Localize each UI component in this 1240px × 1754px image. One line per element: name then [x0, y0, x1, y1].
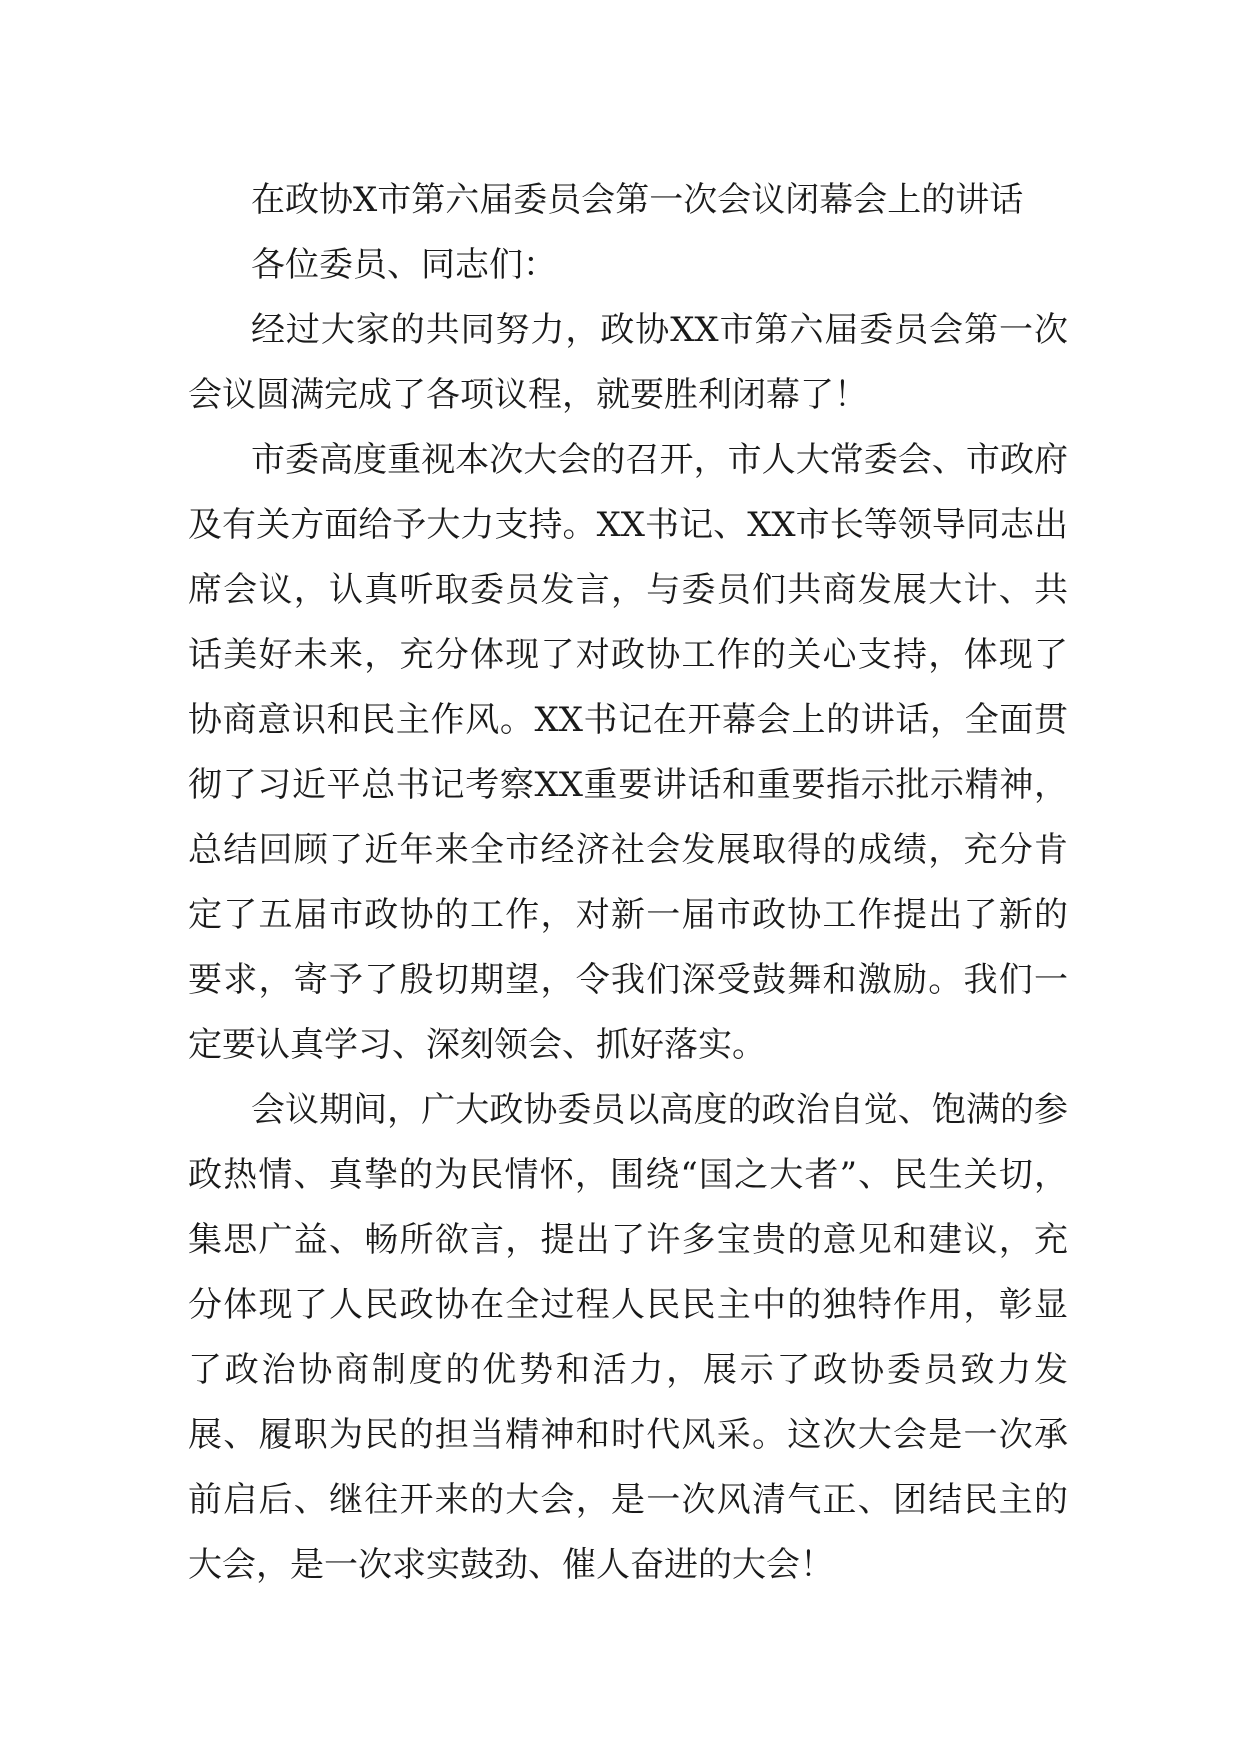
- document-title: 在政协X市第六届委员会第一次会议闭幕会上的讲话: [251, 180, 1024, 220]
- salutation: 各位委员、同志们：: [251, 245, 557, 285]
- document-body: [188, 168, 1068, 1598]
- paragraph-1: 经过大家的共同努力，政协XX市第六届委员会第一次会议圆满完成了各项议程，就要胜利闭幕了！: [188, 310, 1068, 415]
- paragraph-2: 市委高度重视本次大会的召开，市人大常委会、市政府及有关方面给予大力支持。XX书记、XX市长等领导同志出席会议，认真听取委员发言，与委员们共商发展大计、共话美好未来，充分体现了对政协工作的关心支持，体现了协商意识和民主作风。XX书记在开幕会上的讲话，全面贯彻了习近平总书记考察XX重要讲话和重要指示批示精神，总结回顾了近年来全市经济社会发展取得的成绩，充分肯定了五届市政协的工作，对新一届市政协工作提出了新的要求，寄予了殷切期望，令我们深受鼓舞和激励。我们一定要认真学习、深刻领会、抓好落实。: [188, 440, 1068, 1065]
- paragraph-3: 会议期间，广大政协委员以高度的政治自觉、饱满的参政热情、真挚的为民情怀，围绕“国之大者”、民生关切，集思广益、畅所欲言，提出了许多宝贵的意见和建议，充分体现了人民政协在全过程人民民主中的独特作用，彰显了政治协商制度的优势和活力，展示了政协委员致力发展、履职为民的担当精神和时代风采。这次大会是一次承前启后、继往开来的大会，是一次风清气正、团结民主的大会，是一次求实鼓劲、催人奋进的大会！: [188, 1090, 1068, 1585]
